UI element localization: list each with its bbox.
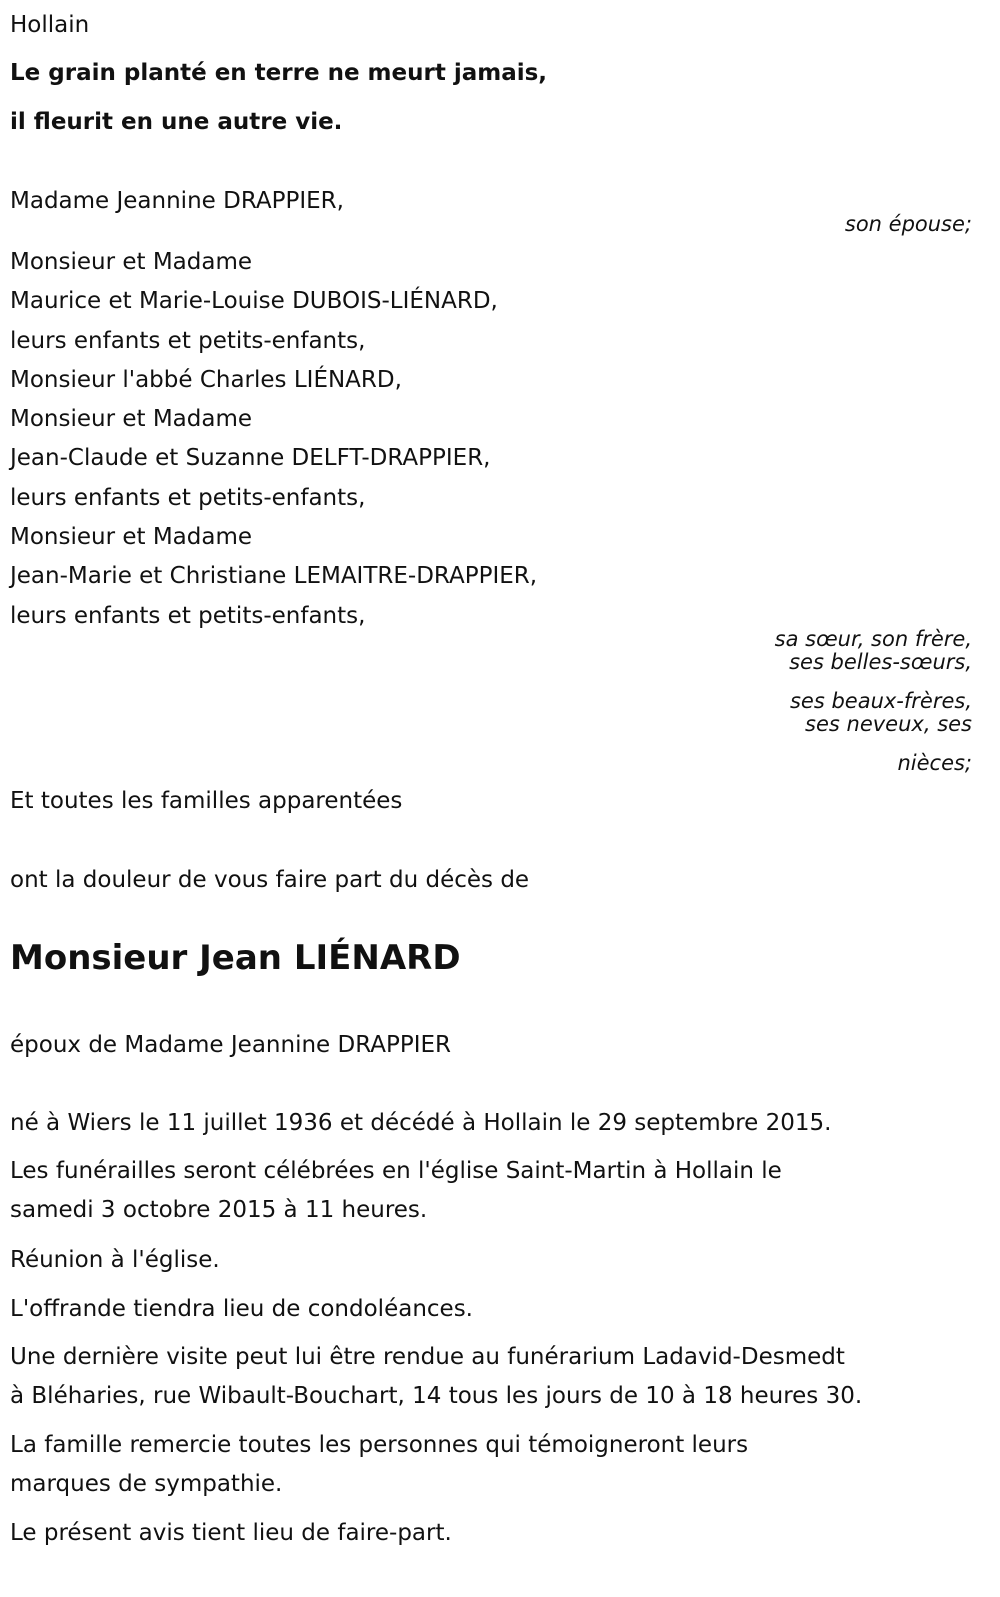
family-relation: ses neveux, ses bbox=[805, 712, 972, 736]
family-line: Monsieur et Madame bbox=[10, 524, 253, 550]
family-relation: ses belles-sœurs, bbox=[789, 650, 972, 674]
family-line: leurs enfants et petits-enfants, bbox=[10, 485, 366, 511]
place-heading: Hollain bbox=[10, 12, 90, 38]
spouse-of: époux de Madame Jeannine DRAPPIER bbox=[10, 1032, 452, 1058]
quote-line-2: il fleurit en une autre vie. bbox=[10, 109, 343, 135]
family-line: Monsieur et Madame bbox=[10, 249, 253, 275]
spouse-name: Madame Jeannine DRAPPIER, bbox=[10, 188, 344, 214]
visit-info: à Bléharies, rue Wibault-Bouchart, 14 tous les jours de 10 à 18 heures 30. bbox=[10, 1383, 863, 1409]
offering-info: L'offrande tiendra lieu de condoléances. bbox=[10, 1296, 473, 1322]
announcement: ont la douleur de vous faire part du décès de bbox=[10, 867, 530, 893]
meeting-info: Réunion à l'église. bbox=[10, 1247, 220, 1273]
quote-line-1: Le grain planté en terre ne meurt jamais, bbox=[10, 60, 548, 86]
family-line: leurs enfants et petits-enfants, bbox=[10, 328, 366, 354]
family-line: Jean-Marie et Christiane LEMAITRE-DRAPPIER, bbox=[10, 563, 538, 589]
funeral-info: samedi 3 octobre 2015 à 11 heures. bbox=[10, 1197, 428, 1223]
family-relation: nièces; bbox=[897, 751, 972, 775]
notice-note: Le présent avis tient lieu de faire-part. bbox=[10, 1520, 452, 1546]
family-line: Jean-Claude et Suzanne DELFT-DRAPPIER, bbox=[10, 445, 491, 471]
visit-info: Une dernière visite peut lui être rendue au funérarium Ladavid-Desmedt bbox=[10, 1344, 845, 1370]
family-line: Maurice et Marie-Louise DUBOIS-LIÉNARD, bbox=[10, 288, 498, 314]
family-relation: ses beaux-frères, bbox=[789, 689, 972, 713]
family-line: Monsieur et Madame bbox=[10, 406, 253, 432]
thanks: marques de sympathie. bbox=[10, 1471, 283, 1497]
thanks: La famille remercie toutes les personnes qui témoigneront leurs bbox=[10, 1432, 749, 1458]
birth-death: né à Wiers le 11 juillet 1936 et décédé à Hollain le 29 septembre 2015. bbox=[10, 1110, 832, 1136]
other-families: Et toutes les familles apparentées bbox=[10, 788, 403, 814]
funeral-info: Les funérailles seront célébrées en l'église Saint-Martin à Hollain le bbox=[10, 1158, 782, 1184]
spouse-relation: son épouse; bbox=[844, 212, 972, 236]
family-line: leurs enfants et petits-enfants, bbox=[10, 603, 366, 629]
family-line: Monsieur l'abbé Charles LIÉNARD, bbox=[10, 367, 402, 393]
family-relation: sa sœur, son frère, bbox=[774, 627, 972, 651]
deceased-name: Monsieur Jean LIÉNARD bbox=[10, 938, 461, 978]
